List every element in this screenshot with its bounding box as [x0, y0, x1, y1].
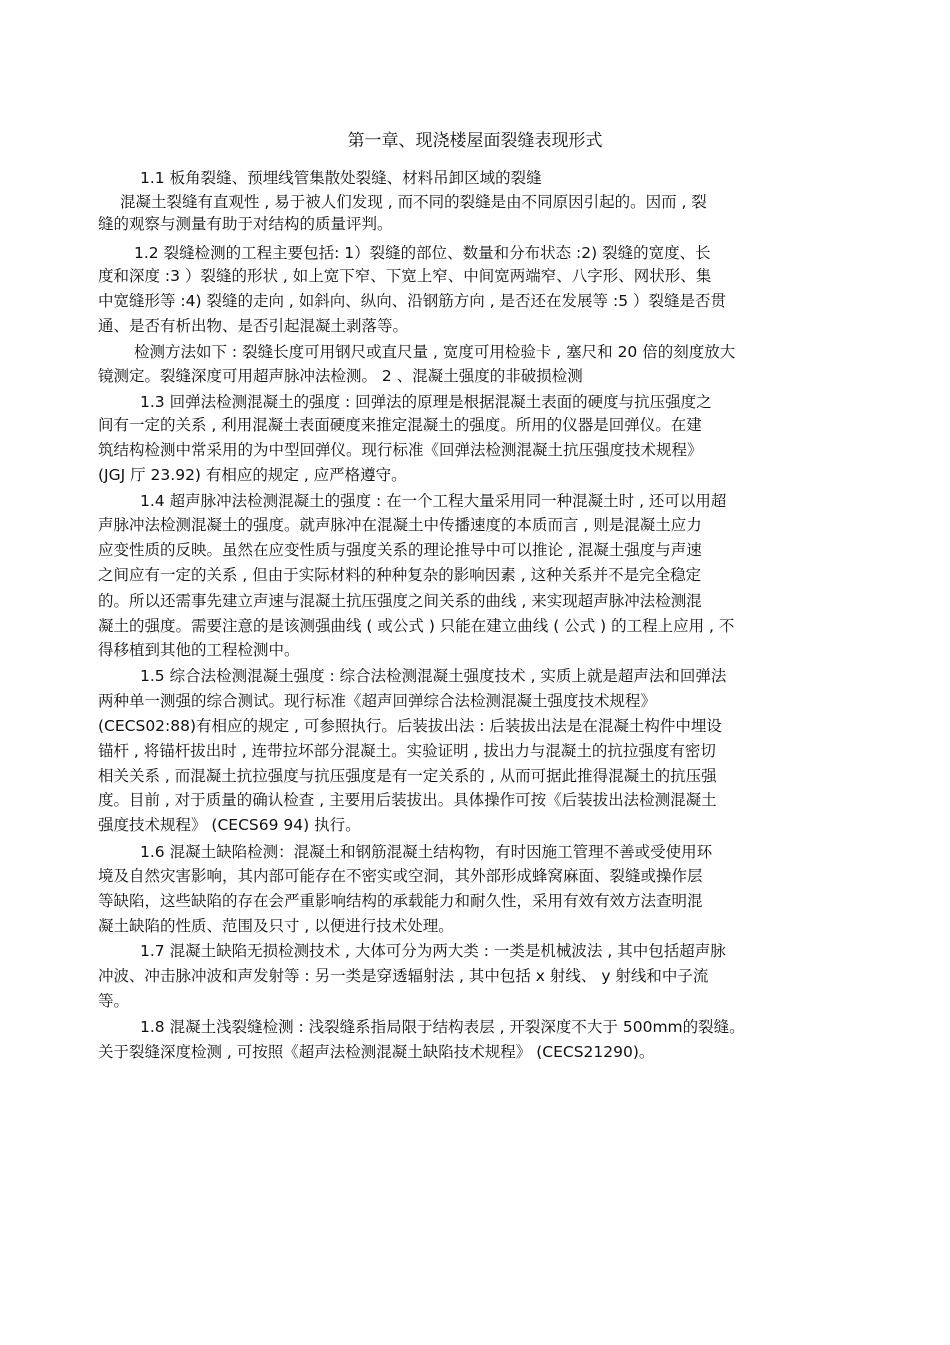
text-line: 1.6 混凝土缺陷检测：混凝土和钢筋混凝土结构物，有时因施工管理不善或受使用环 [140, 843, 713, 861]
text-line: 中宽缝形等 :4) 裂缝的走向 , 如斜向、纵向、沿钢筋方向 , 是否还在发展等 :5 ）裂缝是否贯 [98, 292, 726, 310]
text-line: 锚杆 , 将锚杆拔出时 , 连带拉坏部分混凝土。实验证明 , 拔出力与混凝土的抗拉强度有密切 [98, 742, 716, 760]
text-line: 1.3 回弹法检测混凝土的强度 : 回弹法的原理是根据混凝土表面的硬度与抗压强度之 [140, 393, 712, 411]
text-line: 度和深度 :3 ）裂缝的形状 , 如上宽下窄、下宽上窄、中间宽两端窄、八字形、网状形、集 [98, 267, 712, 285]
text-line: 凝土的强度。需要注意的是该测强曲线 ( 或公式 ) 只能在建立曲线 ( 公式 ) 的工程上应用 , 不 [98, 617, 735, 635]
text-line: 1.8 混凝土浅裂缝检测 : 浅裂缝系指局限于结构表层 , 开裂深度不大于 500mm的裂缝。 [140, 1018, 745, 1036]
text-line: 1.4 超声脉冲法检测混凝土的强度 : 在一个工程大量采用同一种混凝土时 , 还可以用超 [140, 492, 727, 510]
text-line: 的。所以还需事先建立声速与混凝土抗压强度之间关系的曲线 , 来实现超声脉冲法检测混 [98, 592, 702, 610]
text-line: 镜测定。裂缝深度可用超声脉冲法检测。 2 、混凝土强度的非破损检测 [98, 367, 583, 385]
text-line: 强度技术规程》 (CECS69 94) 执行。 [98, 816, 361, 834]
text-line: 度。目前 , 对于质量的确认检查 , 主要用后装拔出。具体操作可按《后装拔出法检测混凝土 [98, 791, 717, 809]
text-line: 关于裂缝深度检测 , 可按照《超声法检测混凝土缺陷技术规程》 (CECS21290)。 [98, 1043, 655, 1061]
text-line: 1.5 综合法检测混凝土强度 : 综合法检测混凝土强度技术 , 实质上就是超声法和回弹法 [140, 667, 727, 685]
text-line: 缝的观察与测量有助于对结构的质量评判。 [98, 215, 393, 233]
section-heading-1-1: 1.1 板角裂缝、预埋线管集散处裂缝、材料吊卸区域的裂缝 [140, 169, 542, 187]
text-line: 检测方法如下 : 裂缝长度可用钢尺或直尺量 , 宽度可用检验卡 , 塞尺和 20 倍的刻度放大 [134, 343, 736, 361]
text-line: 间有一定的关系 , 利用混凝土表面硬度来推定混凝土的强度。所用的仪器是回弹仪。在建 [98, 416, 702, 434]
text-line: 混凝土裂缝有直观性 , 易于被人们发现 , 而不同的裂缝是由不同原因引起的。因而 , 裂 [120, 193, 707, 211]
text-line: 等。 [98, 992, 130, 1010]
text-line: 1.2 裂缝检测的工程主要包括: 1）裂缝的部位、数量和分布状态 :2) 裂缝的宽度、长 [134, 244, 711, 262]
text-line: 通、是否有析出物、是否引起混凝土剥落等。 [98, 317, 409, 335]
text-line: 冲波、冲击脉冲波和声发射等 : 另一类是穿透辐射法 , 其中包括 x 射线、 y 射线和中子流 [98, 967, 709, 985]
text-line: 得移植到其他的工程检测中。 [98, 641, 300, 659]
text-line: 应变性质的反映。虽然在应变性质与强度关系的理论推导中可以推论 , 混凝土强度与声速 [98, 541, 702, 559]
text-line: 声脉冲法检测混凝土的强度。就声脉冲在混凝土中传播速度的本质而言 , 则是混凝土应力 [98, 516, 702, 534]
text-line: 境及自然灾害影响，其内部可能存在不密实或空洞，其外部形成蜂窝麻面、裂缝或操作层 [98, 867, 703, 885]
text-line: 等缺陷，这些缺陷的存在会严重影响结构的承载能力和耐久性，采用有效有效方法查明混 [98, 892, 703, 910]
text-line: 筑结构检测中常采用的为中型回弹仪。现行标准《回弹法检测混凝土抗压强度技术规程》 [98, 441, 703, 459]
text-line: 两种单一测强的综合测试。现行标准《超声回弹综合法检测混凝土强度技术规程》 [98, 692, 657, 710]
text-line: 1.7 混凝土缺陷无损检测技术 , 大体可分为两大类 : 一类是机械波法 , 其中包括超声脉 [140, 942, 726, 960]
text-line: 之间应有一定的关系 , 但由于实际材料的种种复杂的影响因素 , 这种关系并不是完全稳定 [98, 566, 702, 584]
text-line: 凝土缺陷的性质、范围及只寸 , 以便进行技术处理。 [98, 917, 454, 935]
text-line: 相关关系 , 而混凝土抗拉强度与抗压强度是有一定关系的 , 从而可据此推得混凝土的抗压强 [98, 767, 717, 785]
text-line: (JGJ 厅 23.92) 有相应的规定 , 应严格遵守。 [98, 466, 407, 484]
text-line: (CECS02:88)有相应的规定 , 可参照执行。后装拔出法 : 后装拔出法是在混凝土构件中埋设 [98, 717, 722, 735]
chapter-title: 第一章、现浇楼屋面裂缝表现形式 [347, 131, 603, 151]
